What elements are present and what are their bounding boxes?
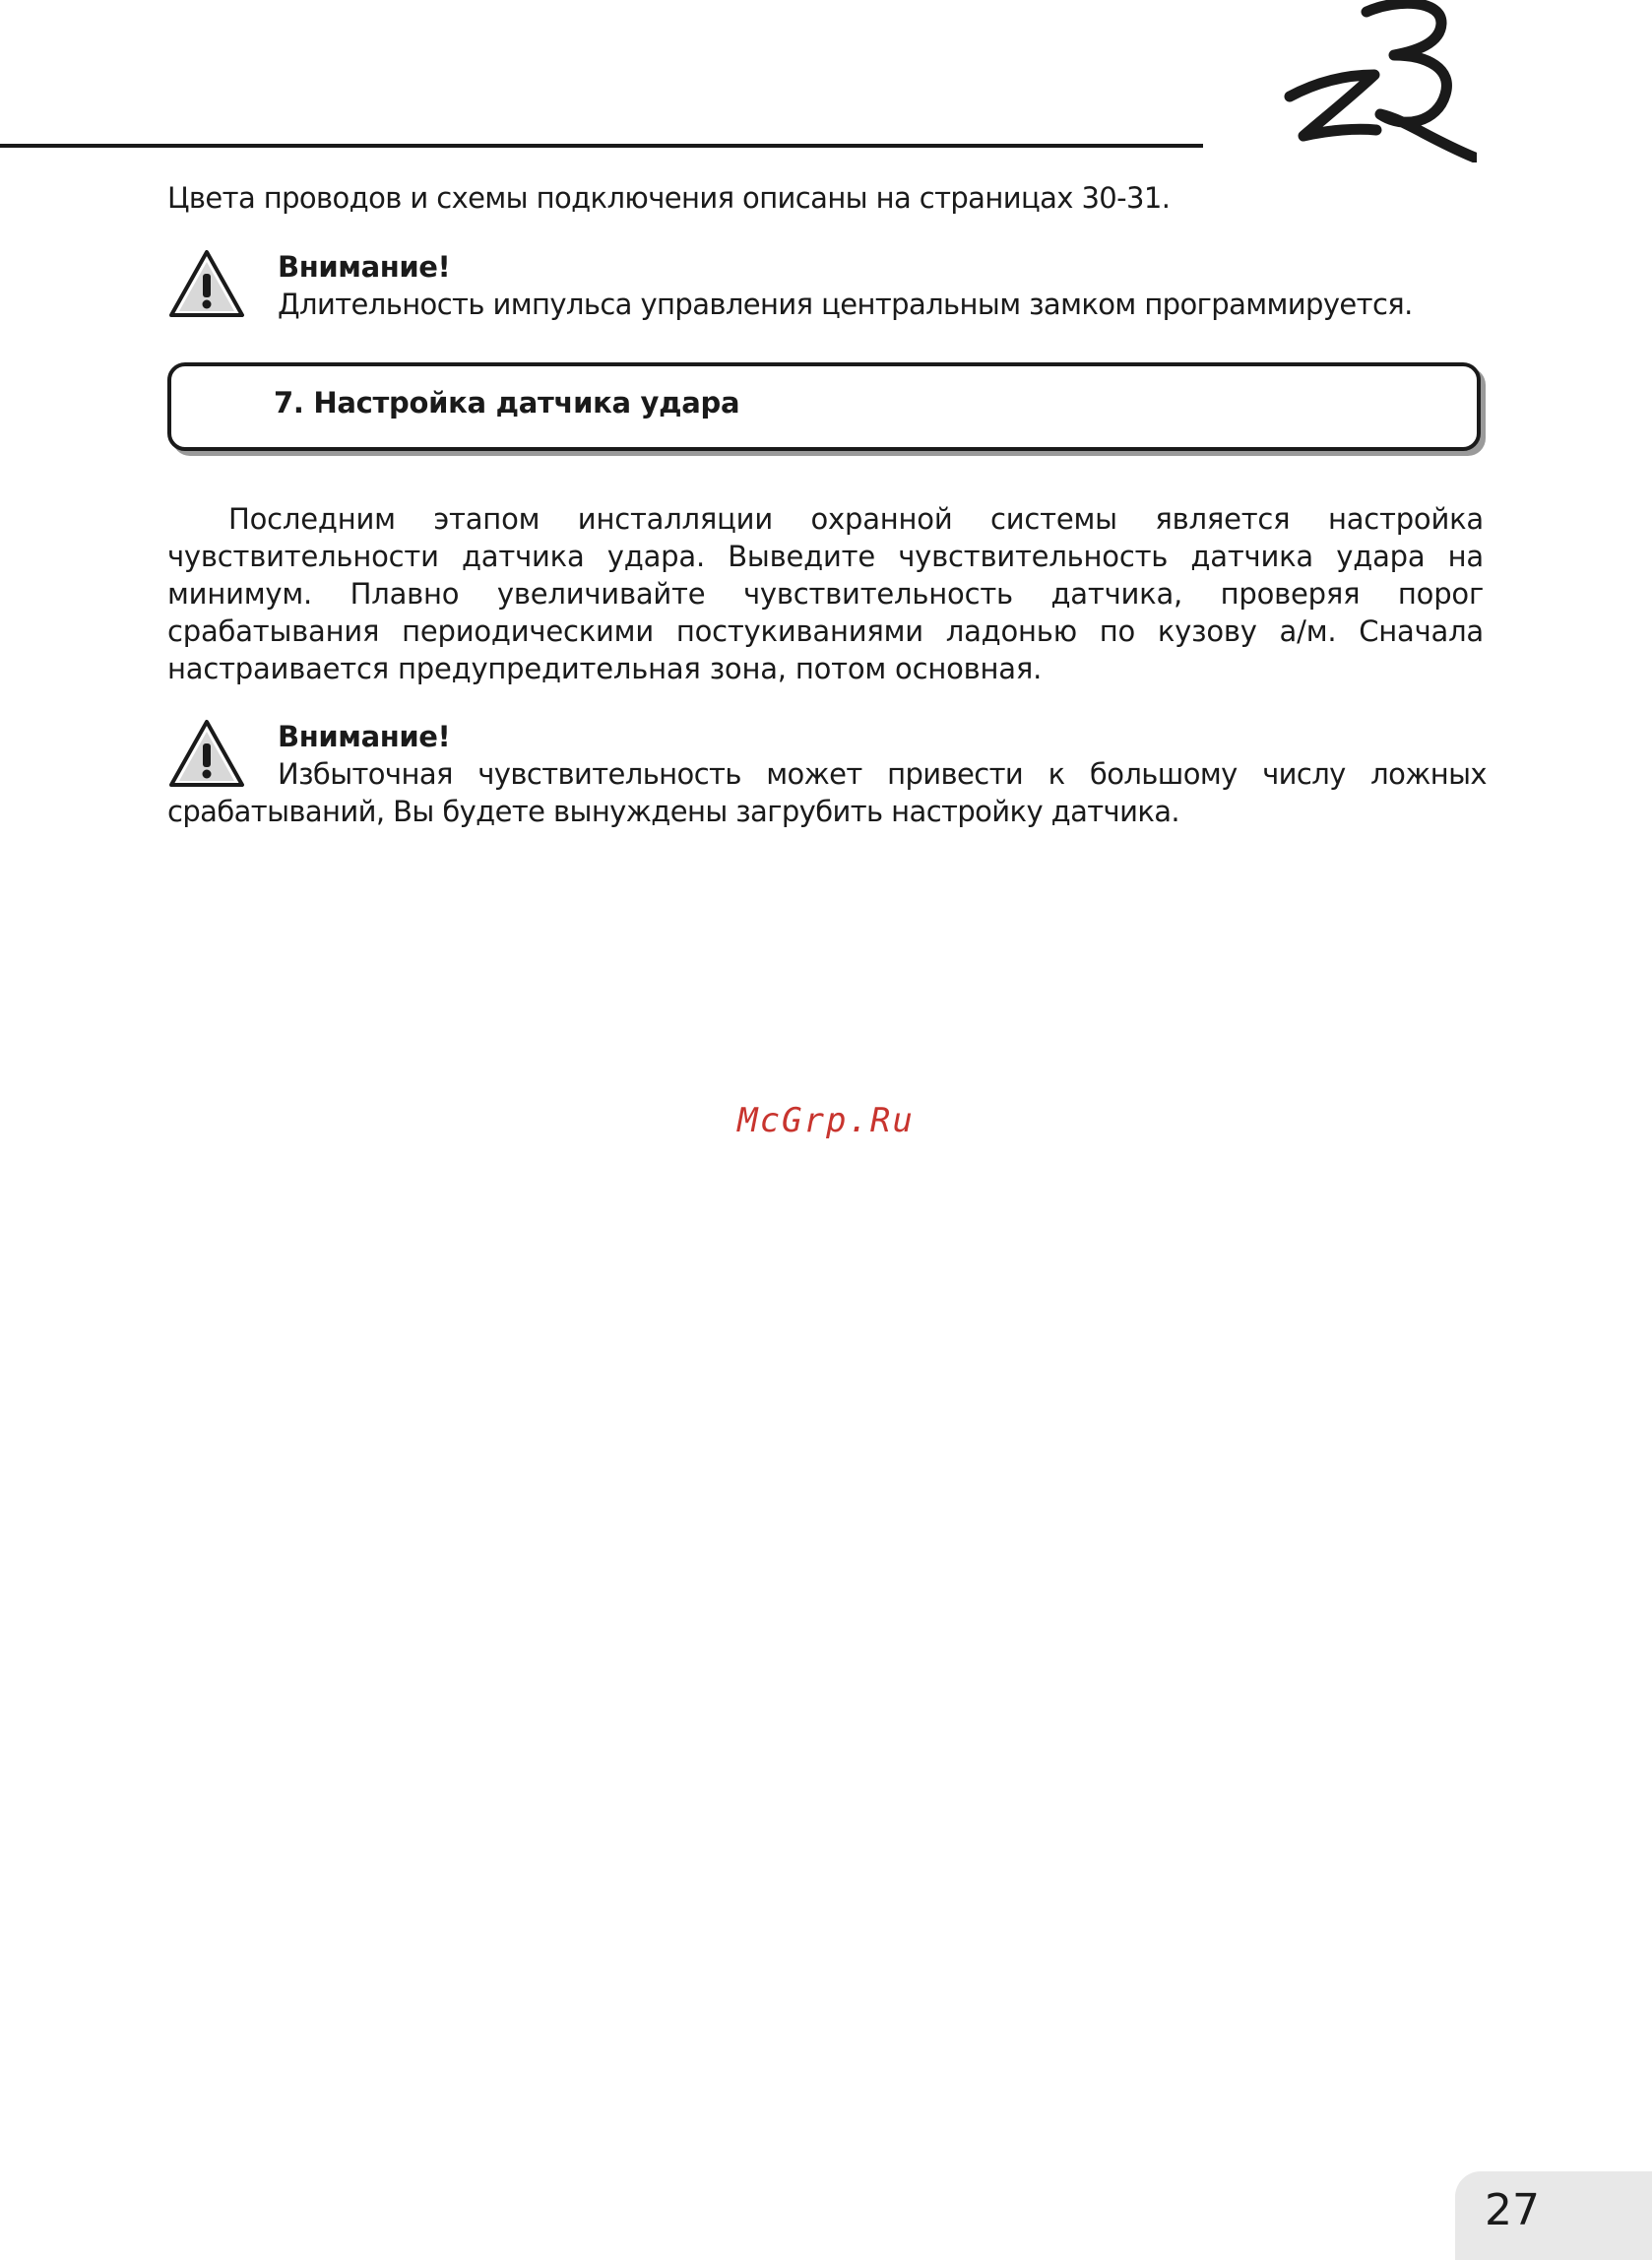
- warning-title: Внимание!: [278, 720, 451, 753]
- warning-block: [167, 248, 1487, 337]
- watermark: McGrp.Ru: [737, 1101, 915, 1140]
- body-paragraph: Последним этапом инсталляции охранной системы является настройка чувствительности датчика удара. Выведите чувствительность датчика удара на минимум. Плавно увеличивайте чувствительность датчика, проверяя порог срабатывания периодическими постукиваниями ладонью по кузову а/м. Сначала настраивается предупредительная зона, потом основная.: [167, 502, 1484, 685]
- warning-title: Внимание!: [278, 250, 451, 284]
- z3-logo: [1231, 0, 1477, 162]
- warning-block: [167, 718, 1487, 846]
- page-number: 27: [1485, 2185, 1540, 2235]
- page-number-tab: [1455, 2171, 1652, 2260]
- section-title: 7. Настройка датчика удара: [274, 386, 740, 420]
- warning-text: Избыточная чувствительность может привести к большому числу ложных срабатываний, Вы будете вынуждены загрубить настройку датчика.: [167, 757, 1487, 828]
- section-header-box: [167, 362, 1481, 451]
- header-rule: [0, 144, 1203, 148]
- warning-text: Длительность импульса управления центральным замком программируется.: [278, 288, 1413, 321]
- intro-text: Цвета проводов и схемы подключения описаны на страницах 30-31.: [167, 181, 1171, 215]
